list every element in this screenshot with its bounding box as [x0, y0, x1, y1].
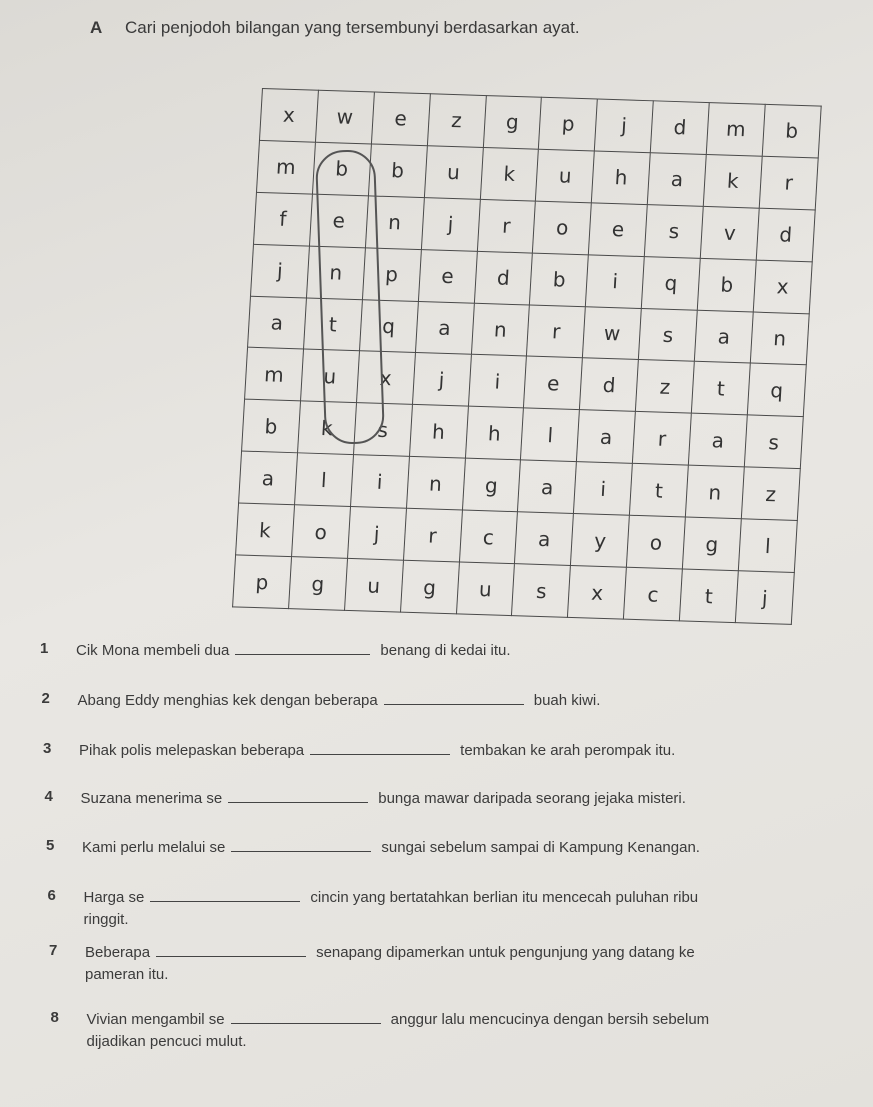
sentence-continuation: ringgit.	[83, 911, 129, 928]
question-sentence	[81, 788, 686, 807]
grid-cell: g	[400, 560, 459, 614]
grid-cell: u	[300, 349, 359, 403]
sentence-after-blank: sungai sebelum sampai di Kampung Kenangan.	[381, 839, 700, 856]
grid-cell: n	[471, 303, 530, 357]
sentence-after-blank: buah kiwi.	[533, 692, 601, 709]
grid-cell: w	[583, 306, 642, 360]
grid-cell: r	[403, 508, 462, 562]
grid-cell: q	[642, 256, 701, 310]
grid-cell: u	[536, 149, 595, 203]
grid-cell: c	[459, 510, 518, 564]
question-sentence	[82, 837, 700, 856]
sentence-after-blank: benang di kedai itu.	[380, 642, 511, 659]
grid-cell: q	[747, 363, 806, 417]
grid-cell: o	[533, 201, 592, 255]
grid-cell: s	[512, 564, 571, 618]
grid-cell: r	[477, 199, 536, 253]
question-number: 1	[40, 640, 49, 657]
grid-cell: b	[530, 253, 589, 307]
answer-blank[interactable]	[156, 942, 306, 957]
grid-cell: u	[344, 558, 403, 612]
grid-cell: g	[682, 517, 741, 571]
sentence-before-blank: Beberapa	[85, 944, 151, 961]
grid-cell: z	[636, 360, 695, 414]
sentence-after-blank: anggur lalu mencucinya dengan bersih sebelum	[390, 1011, 710, 1028]
grid-cell: i	[350, 455, 409, 509]
grid-cell: l	[738, 519, 797, 573]
grid-cell: v	[700, 206, 759, 260]
answer-blank[interactable]	[310, 740, 450, 755]
grid-cell: u	[424, 146, 483, 200]
sentence-before-blank: Cik Mona membeli dua	[76, 642, 230, 659]
sentence-after-blank: senapang dipamerkan untuk pengunjung yang datang ke	[316, 944, 695, 961]
grid-cell: b	[312, 142, 371, 196]
question-number: 5	[46, 837, 55, 854]
sentence-before-blank: Abang Eddy menghias kek dengan beberapa	[77, 692, 378, 709]
grid-cell: n	[306, 246, 365, 300]
grid-cell: h	[465, 406, 524, 460]
grid-cell: p	[539, 97, 598, 151]
question-sentence	[87, 1009, 710, 1028]
sentence-before-blank: Vivian mengambil se	[86, 1011, 225, 1028]
grid-cell: a	[515, 512, 574, 566]
grid-cell: a	[415, 301, 474, 355]
grid-cell: u	[456, 562, 515, 616]
grid-cell: d	[756, 208, 815, 262]
sentence-after-blank: tembakan ke arah perompak itu.	[460, 742, 676, 759]
grid-cell: p	[362, 247, 421, 301]
question-number: 8	[50, 1009, 59, 1026]
grid-cell: x	[259, 89, 318, 143]
grid-cell: h	[592, 151, 651, 205]
answer-blank[interactable]	[235, 640, 370, 655]
word-search-grid	[232, 88, 822, 625]
sentence-before-blank: Kami perlu melalui se	[82, 839, 226, 856]
grid-cell: l	[521, 408, 580, 462]
grid-cell: e	[371, 92, 430, 146]
grid-cell: w	[315, 90, 374, 144]
grid-cell: j	[412, 353, 471, 407]
grid-cell: j	[421, 197, 480, 251]
sentence-before-blank: Harga se	[83, 889, 145, 906]
grid-cell: j	[595, 99, 654, 153]
sentence-continuation: dijadikan pencuci mulut.	[86, 1033, 247, 1050]
grid-cell: l	[294, 453, 353, 507]
grid-cell: a	[577, 410, 636, 464]
question-sentence	[79, 740, 675, 759]
grid-cell: r	[527, 305, 586, 359]
question-number: 3	[43, 740, 52, 757]
question-number: 6	[47, 887, 56, 904]
grid-cell: z	[741, 467, 800, 521]
grid-cell: t	[303, 298, 362, 352]
grid-cell: m	[256, 140, 315, 194]
question-sentence	[85, 942, 695, 961]
grid-cell: k	[236, 503, 295, 557]
grid-cell: j	[735, 571, 794, 625]
grid-cell: a	[248, 296, 307, 350]
grid-cell: g	[483, 96, 542, 150]
sentence-after-blank: bunga mawar daripada seorang jejaka misteri.	[378, 790, 686, 807]
word-search-table	[232, 88, 822, 625]
grid-cell: b	[762, 104, 821, 158]
grid-cell: r	[759, 156, 818, 210]
grid-cell: i	[468, 355, 527, 409]
grid-cell: s	[645, 204, 704, 258]
grid-cell: d	[651, 101, 710, 155]
answer-blank[interactable]	[150, 887, 300, 902]
grid-cell: n	[685, 465, 744, 519]
grid-cell: i	[574, 462, 633, 516]
grid-cell: a	[518, 460, 577, 514]
grid-cell: j	[347, 507, 406, 561]
sentence-continuation: pameran itu.	[85, 966, 169, 983]
question-sentence	[78, 690, 601, 709]
grid-cell: q	[359, 299, 418, 353]
grid-cell: m	[706, 103, 765, 157]
sentence-before-blank: Pihak polis melepaskan beberapa	[79, 742, 305, 759]
grid-cell: s	[639, 308, 698, 362]
grid-cell: k	[703, 154, 762, 208]
answer-blank[interactable]	[231, 837, 371, 852]
grid-cell: k	[297, 401, 356, 455]
grid-cell: x	[356, 351, 415, 405]
section-letter: A	[90, 18, 103, 37]
grid-cell: g	[462, 458, 521, 512]
grid-cell: j	[251, 244, 310, 298]
grid-cell: d	[580, 358, 639, 412]
grid-cell: p	[233, 555, 292, 609]
grid-cell: z	[427, 94, 486, 148]
grid-cell: x	[753, 260, 812, 314]
question-number: 4	[44, 788, 53, 805]
grid-cell: s	[744, 415, 803, 469]
grid-cell: a	[688, 413, 747, 467]
grid-cell: d	[474, 251, 533, 305]
grid-cell: n	[750, 312, 809, 366]
sentence-before-blank: Suzana menerima se	[80, 790, 223, 807]
grid-cell: g	[288, 557, 347, 611]
grid-cell: b	[368, 144, 427, 198]
answer-blank[interactable]	[228, 788, 368, 803]
grid-cell: t	[691, 362, 750, 416]
grid-cell: c	[624, 567, 683, 621]
grid-cell: e	[524, 356, 583, 410]
grid-cell: e	[309, 194, 368, 248]
grid-cell: s	[353, 403, 412, 457]
grid-cell: a	[239, 451, 298, 505]
grid-cell: n	[406, 457, 465, 511]
grid-cell: h	[409, 405, 468, 459]
grid-cell: n	[365, 196, 424, 250]
grid-cell: r	[633, 412, 692, 466]
grid-cell: e	[589, 203, 648, 257]
answer-blank[interactable]	[384, 690, 524, 705]
grid-cell: o	[291, 505, 350, 559]
grid-cell: b	[697, 258, 756, 312]
grid-cell: i	[586, 255, 645, 309]
question-number: 7	[49, 942, 58, 959]
grid-cell: b	[242, 399, 301, 453]
grid-cell: t	[679, 569, 738, 623]
grid-cell: f	[254, 192, 313, 246]
grid-cell: y	[571, 514, 630, 568]
grid-cell: k	[480, 147, 539, 201]
grid-cell: e	[418, 249, 477, 303]
grid-cell: m	[245, 348, 304, 402]
grid-cell: x	[568, 565, 627, 619]
grid-cell: t	[630, 464, 689, 518]
grid-cell: o	[627, 515, 686, 569]
question-sentence	[84, 887, 699, 906]
instruction-text: Cari penjodoh bilangan yang tersembunyi berdasarkan ayat.	[125, 18, 580, 37]
grid-cell: a	[648, 153, 707, 207]
question-sentence	[76, 640, 511, 659]
grid-cell: a	[694, 310, 753, 364]
sentence-after-blank: cincin yang bertatahkan berlian itu mencecah puluhan ribu	[310, 889, 699, 906]
answer-blank[interactable]	[231, 1009, 381, 1024]
question-number: 2	[41, 690, 50, 707]
section-header	[90, 18, 580, 38]
